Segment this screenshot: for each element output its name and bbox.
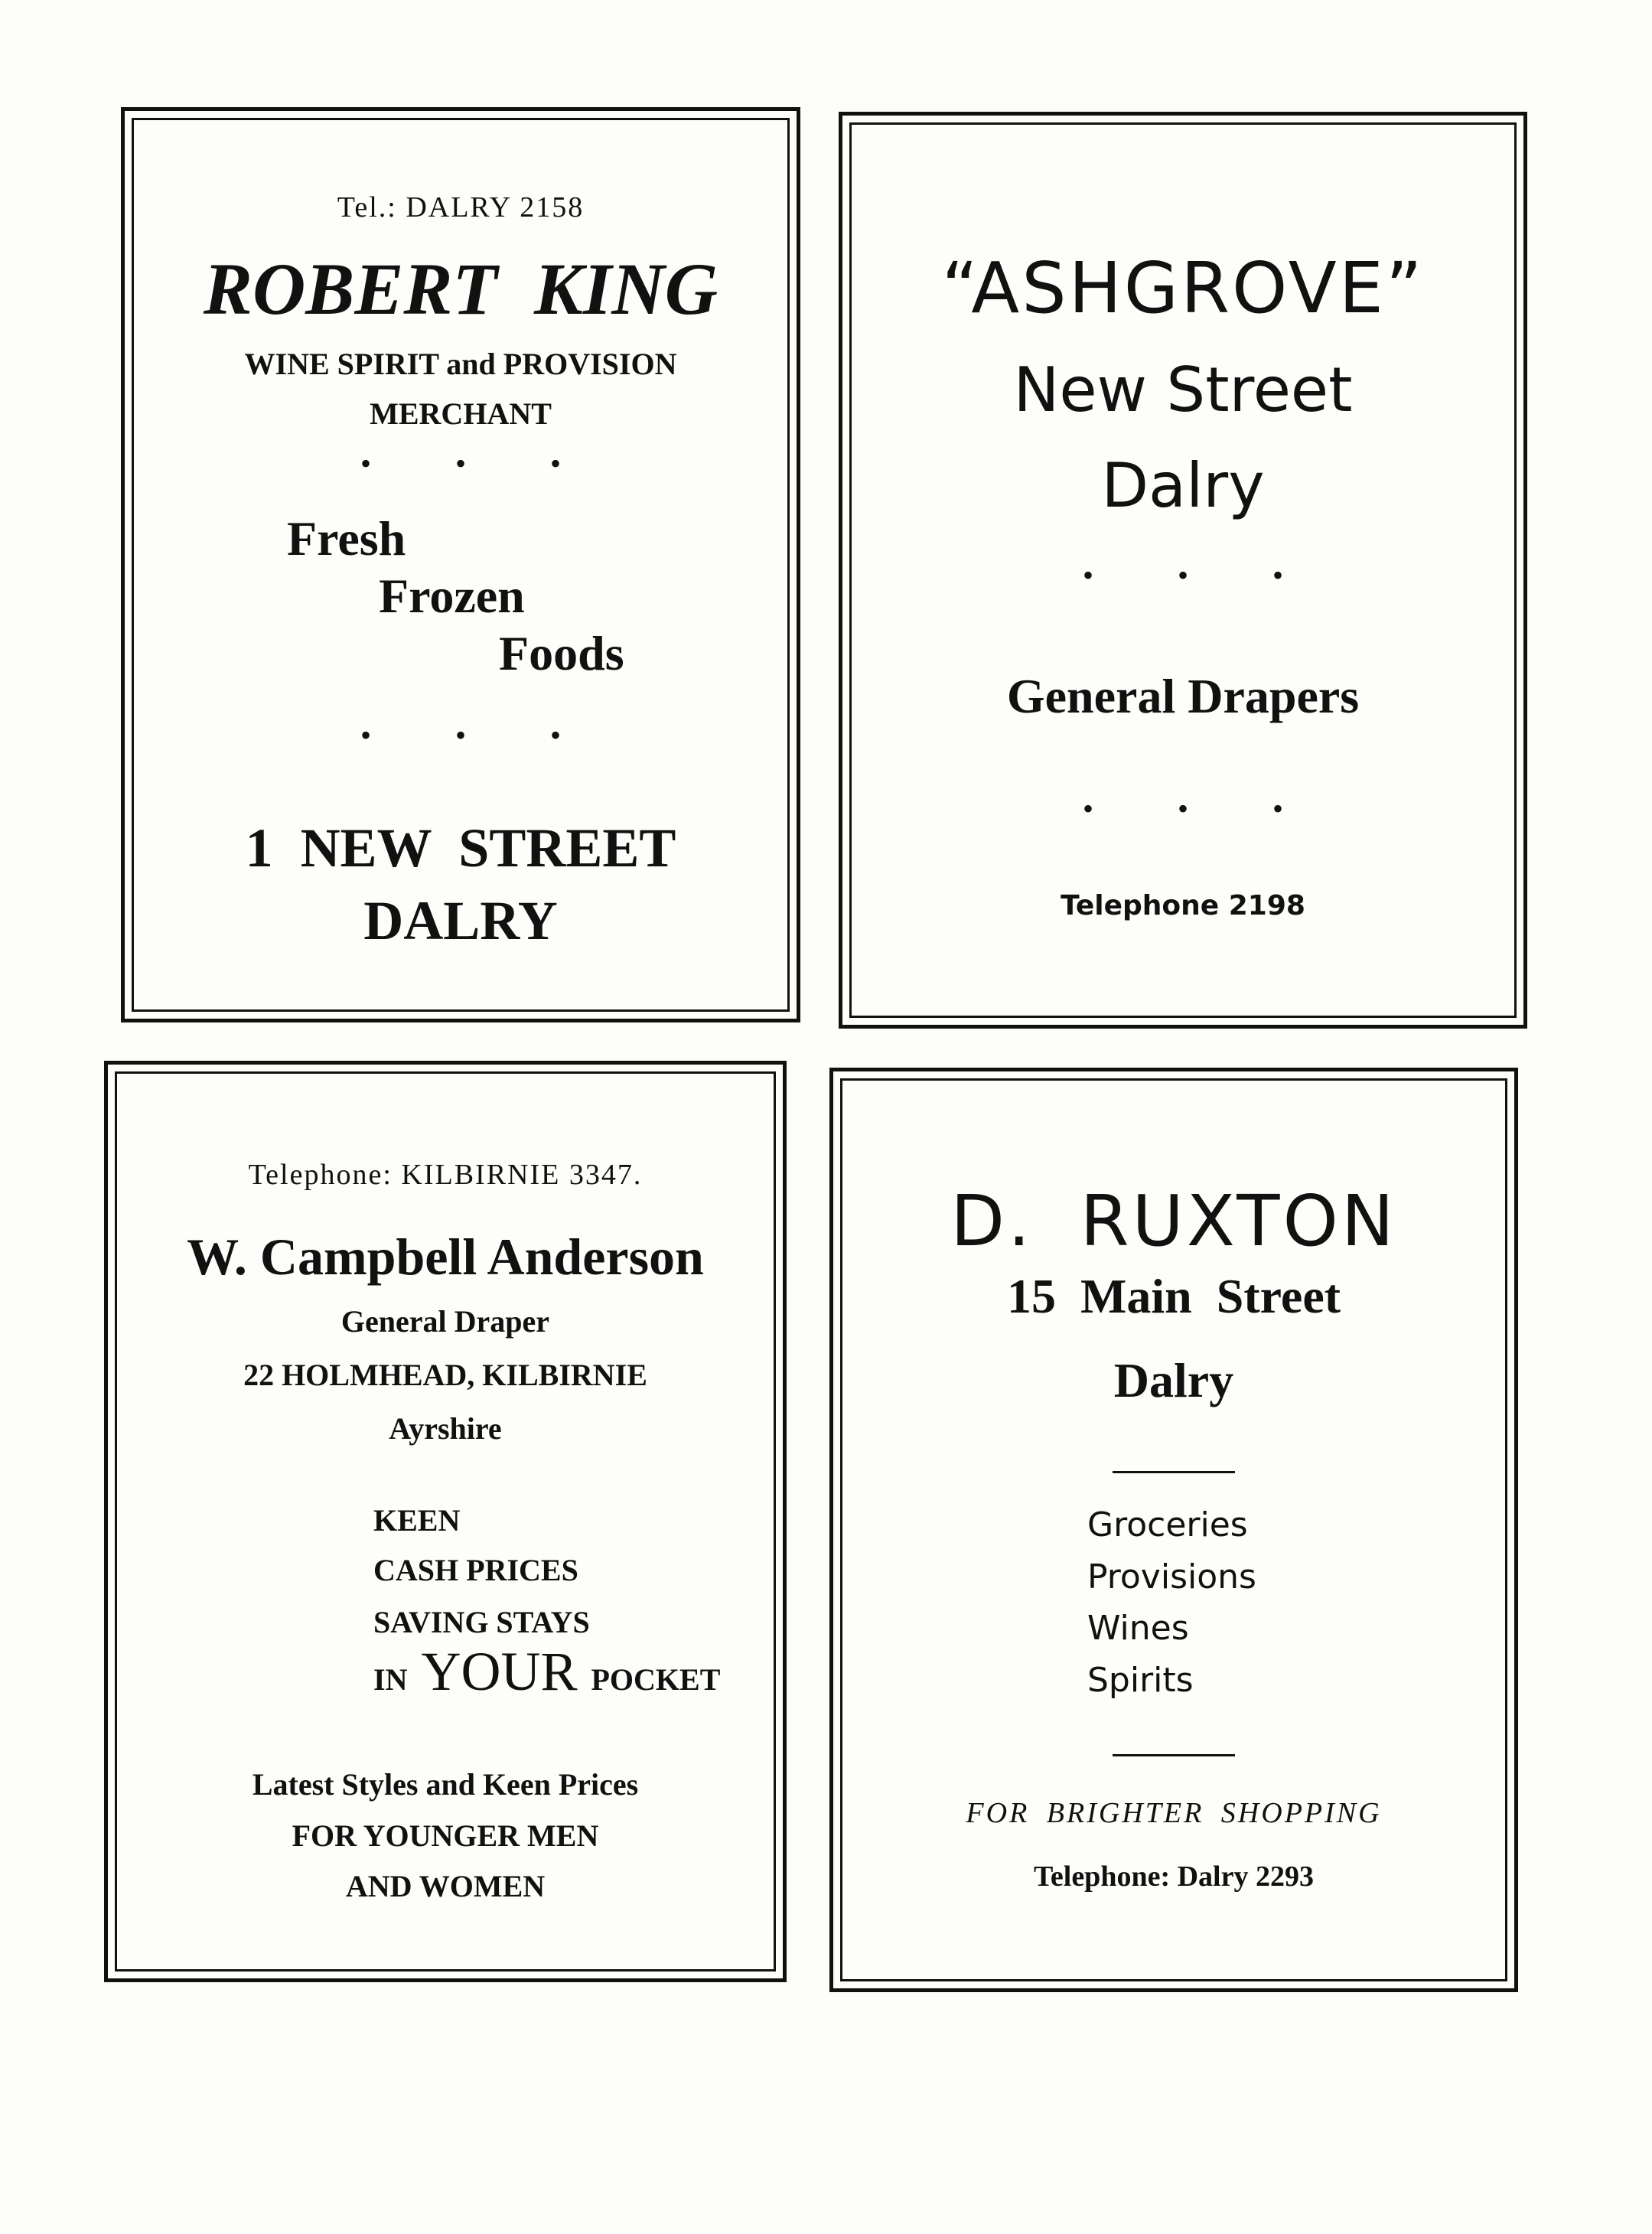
advert-ruxton: [829, 1068, 1518, 1992]
address-street: 1 NEW STREET: [245, 817, 676, 879]
business-name: “ASHGROVE”: [941, 247, 1425, 329]
advert-ashgrove: [839, 112, 1527, 1029]
tagline-frozen: Frozen: [379, 569, 525, 623]
slogan-pocket: POCKET: [591, 1662, 721, 1697]
address-street: 15 Main Street: [1006, 1269, 1341, 1323]
dot-separator: • • •: [1082, 791, 1321, 826]
trade-line-1: WINE SPIRIT and PROVISION: [244, 347, 677, 381]
advert-ruxton-frame: [840, 1078, 1507, 1981]
slogan-in: IN: [373, 1662, 408, 1697]
telephone: Telephone 2198: [1061, 890, 1305, 921]
footer-line-2: FOR YOUNGER MEN: [292, 1818, 599, 1853]
telephone: Telephone: KILBIRNIE 3347.: [248, 1159, 643, 1191]
address-town: Dalry: [1101, 450, 1265, 521]
business-name: ROBERT KING: [203, 248, 718, 330]
slogan-line-3: SAVING STAYS: [373, 1605, 590, 1639]
tagline-foods: Foods: [499, 626, 624, 680]
goods-item: Wines: [1087, 1609, 1189, 1648]
dot-separator: • • •: [360, 718, 599, 752]
advert-ashgrove-frame: [849, 122, 1517, 1018]
slogan-line-1: KEEN: [373, 1503, 461, 1538]
slogan-your: YOUR: [421, 1641, 578, 1702]
slogan-line-2: CASH PRICES: [373, 1553, 578, 1587]
advert-campbell-anderson-frame: [115, 1071, 776, 1971]
slogan-line-4: [373, 1640, 720, 1704]
dot-separator: • • •: [1082, 558, 1321, 592]
address-town: Dalry: [1113, 1353, 1234, 1407]
divider: [1113, 1754, 1235, 1756]
business-name: D. RUXTON: [950, 1180, 1397, 1262]
trade: General Draper: [341, 1304, 550, 1339]
goods-item: Spirits: [1087, 1661, 1194, 1700]
tagline-fresh: Fresh: [287, 511, 406, 566]
telephone: Tel.: DALRY 2158: [337, 191, 585, 223]
telephone: Telephone: Dalry 2293: [1034, 1861, 1314, 1893]
footer-line-1: Latest Styles and Keen Prices: [252, 1767, 639, 1802]
goods-item: Provisions: [1087, 1557, 1256, 1596]
business-name: W. Campbell Anderson: [187, 1228, 704, 1286]
slogan: FOR BRIGHTER SHOPPING: [966, 1797, 1382, 1829]
address-street: New Street: [1013, 354, 1353, 426]
address-street: 22 HOLMHEAD, KILBIRNIE: [243, 1358, 647, 1392]
divider: [1113, 1471, 1235, 1473]
advert-robert-king-frame: [132, 118, 790, 1012]
trade-line-2: MERCHANT: [370, 396, 552, 431]
footer-line-3: AND WOMEN: [345, 1869, 546, 1903]
advert-campbell-anderson: [104, 1061, 787, 1982]
trade: General Drapers: [1006, 669, 1360, 723]
advert-robert-king: [121, 107, 800, 1022]
address-county: Ayrshire: [389, 1411, 502, 1446]
address-town: DALRY: [363, 890, 558, 951]
dot-separator: • • •: [360, 446, 599, 481]
goods-item: Groceries: [1087, 1505, 1248, 1544]
